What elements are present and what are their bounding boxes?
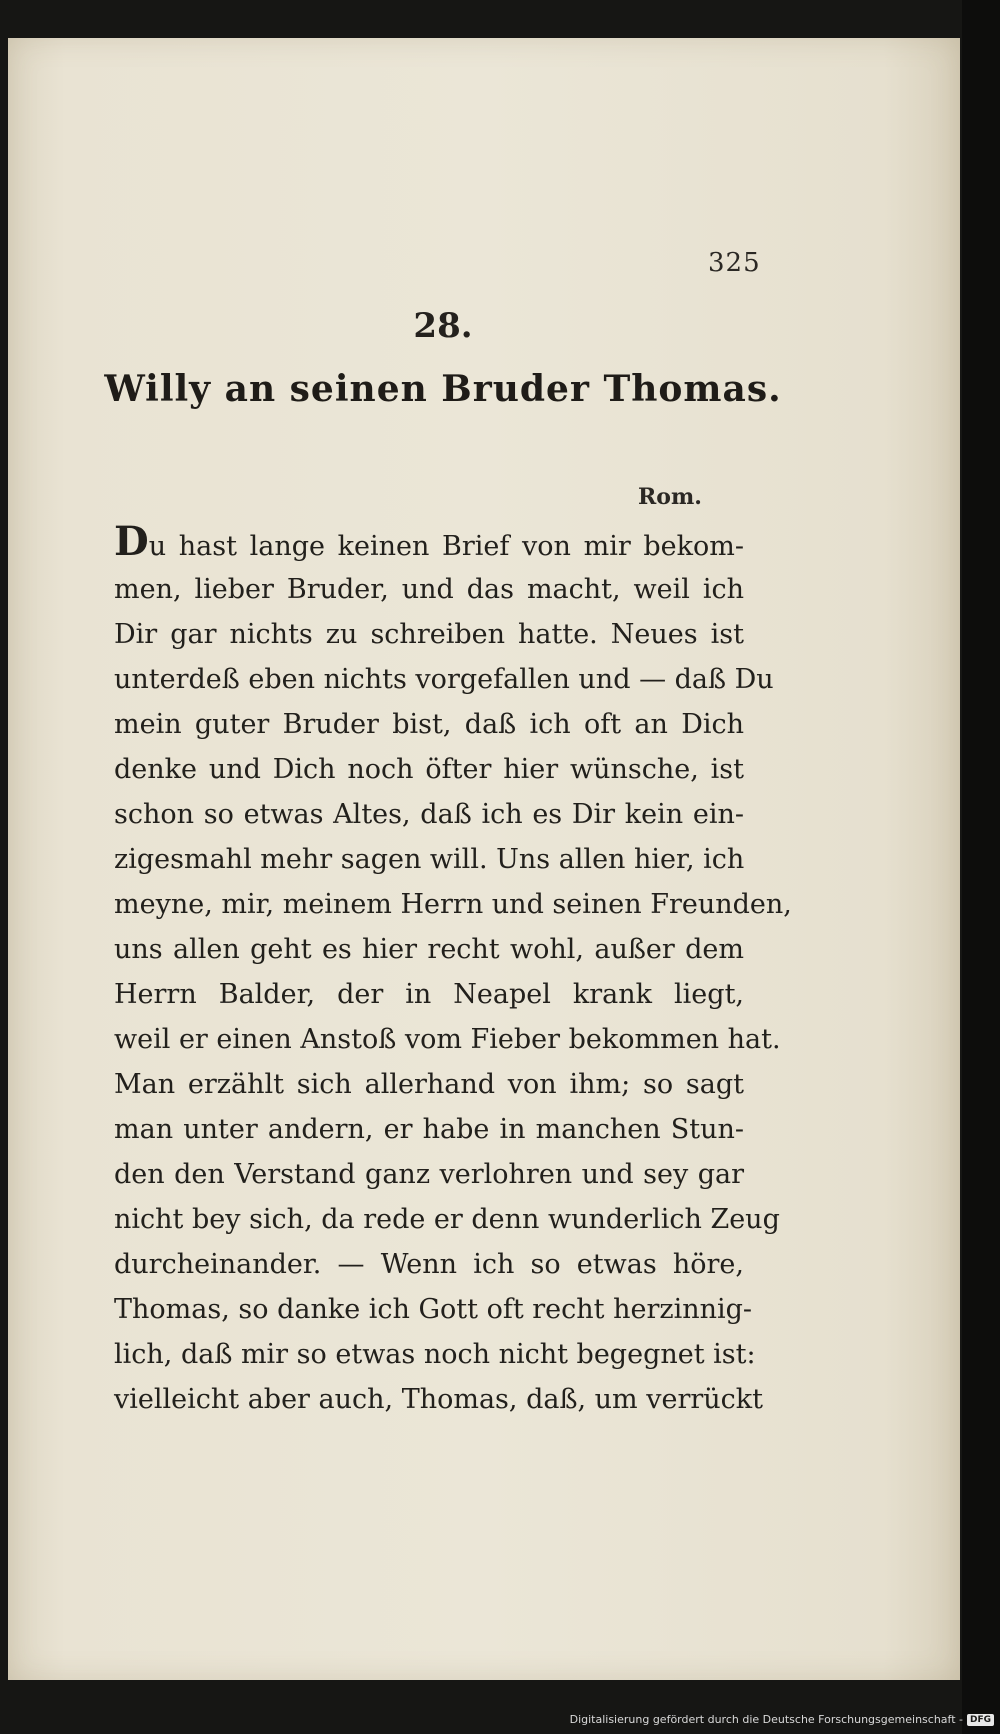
book-page [8,38,960,1680]
text-line: uns allen geht es hier recht wohl, außer dem [114,934,744,965]
text-line: lich, daß mir so etwas noch nicht begegnet ist: [114,1339,756,1370]
text-line: schon so etwas Altes, daß ich es Dir kein ein- [114,799,744,830]
letter-body [114,518,792,1422]
place-line: Rom. [638,484,702,510]
text-line: men, lieber Bruder, und das macht, weil ich [114,574,744,605]
text-line: unterdeß eben nichts vorgefallen und — daß Du [114,664,774,695]
text-line: man unter andern, er habe in manchen Stun- [114,1114,744,1145]
text-line: Dir gar nichts zu schreiben hatte. Neues ist [114,619,744,650]
text-line: denke und Dich noch öfter hier wünsche, ist [114,754,744,785]
text-line: meyne, mir, meinem Herrn und seinen Freunden, [114,889,792,920]
text-line: vielleicht aber auch, Thomas, daß, um verrückt [114,1384,764,1415]
text-line [114,518,744,567]
text-line: den den Verstand ganz verlohren und sey gar [114,1159,744,1190]
dfg-logo: DFG [967,1714,994,1726]
text-line: Man erzählt sich allerhand von ihm; so sagt [114,1069,744,1100]
digitization-footer [570,1713,994,1726]
text-line: Thomas, so danke ich Gott oft recht herzinnig- [114,1294,753,1325]
chapter-number: 28. [413,306,473,346]
text-line: zigesmahl mehr sagen will. Uns allen hier, ich [114,844,745,875]
page-number: 325 [708,248,761,278]
book-spine-edge [962,0,1000,1734]
text-line: mein guter Bruder bist, daß ich oft an Dich [114,709,744,740]
footer-credit: Digitalisierung gefördert durch die Deutsche Forschungsgemeinschaft - [569,1713,963,1726]
text-line: durcheinander. — Wenn ich so etwas höre, [114,1249,744,1280]
text-line: Herrn Balder, der in Neapel krank liegt, [114,979,744,1010]
text-line: nicht bey sich, da rede er denn wunderlich Zeug [114,1204,780,1235]
letter-title: Willy an seinen Bruder Thomas. [104,368,782,410]
drop-cap: D [114,518,149,565]
text-line: weil er einen Anstoß vom Fieber bekommen hat. [114,1024,781,1055]
text-line-content: u hast lange keinen Brief von mir bekom- [148,531,744,562]
